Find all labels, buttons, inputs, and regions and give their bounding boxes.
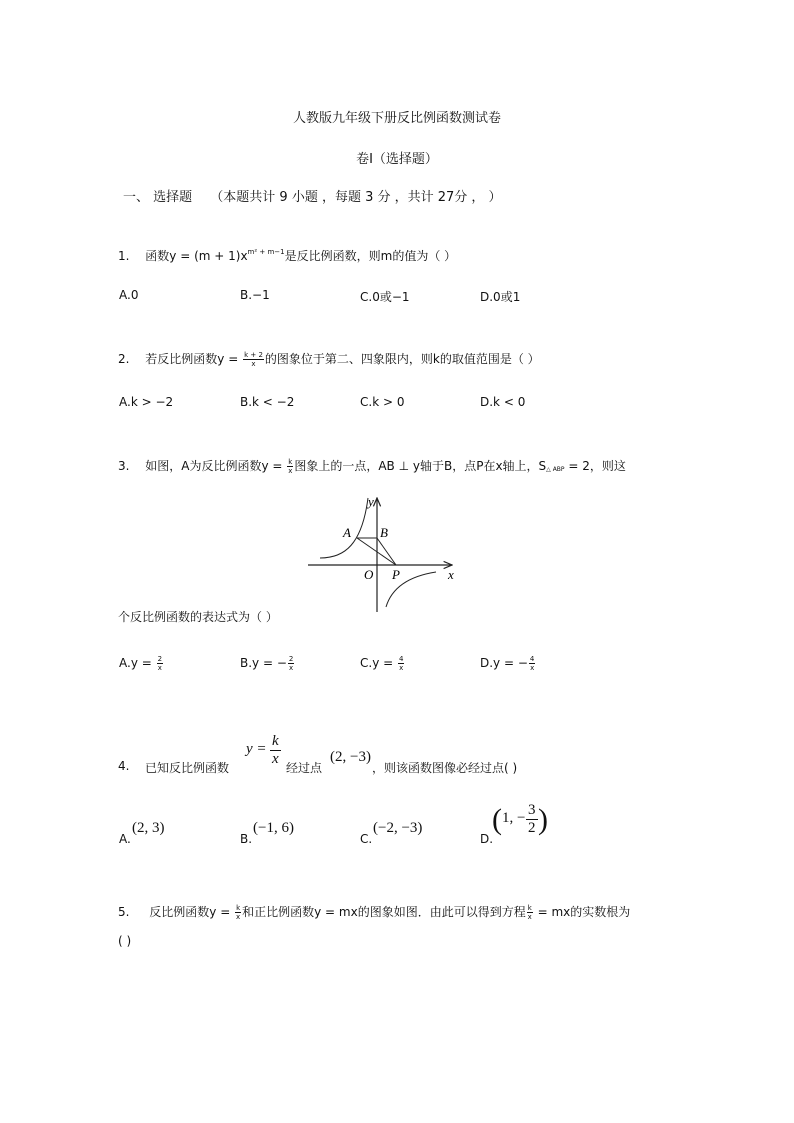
q2-option-c[interactable]: C.k > 0	[360, 395, 405, 409]
question-stem-pre: 反比例函数y =	[149, 905, 235, 919]
q2-option-d[interactable]: D.k < 0	[480, 395, 526, 409]
q3-option-a[interactable]: A.y = $\frac{2}{x}$	[119, 655, 163, 672]
option-d-value: 1, −	[502, 810, 526, 826]
question-stem-mid: 和正比例函数y = mx的图象如图．由此可以得到方程	[242, 905, 526, 919]
question-stem-pre: 函数y = (m + 1)x	[145, 249, 248, 263]
q3-option-b[interactable]: B.y = − $\frac{2}{x}$	[240, 655, 294, 672]
question-stem-post: = mx的实数根为	[533, 905, 631, 919]
question-stem-post: 是反比例函数，则m的值为（ ）	[284, 249, 457, 263]
question-number: 1.	[118, 249, 130, 263]
fraction: $\frac{2}{x}$	[157, 655, 163, 672]
question-stem-post: 的图象位于第二、四象限内，则k的取值范围是（ ）	[264, 352, 540, 366]
label-a: A	[343, 525, 351, 540]
fraction: $\frac{k}{x}$	[288, 458, 293, 475]
q3-figure	[300, 492, 470, 617]
fraction: $\frac{k + 2}{x}$	[244, 351, 263, 368]
segment-bp	[377, 538, 396, 565]
option-d-fraction: $\frac{3}{2}$	[528, 802, 536, 836]
question-stem-mid: 经过点	[286, 761, 323, 775]
question-stem-end: = 2，则这	[564, 459, 626, 473]
paren-right: )	[538, 803, 548, 836]
page-subtitle: 卷Ⅰ（选择题）	[356, 152, 438, 167]
question-stem-post: ，则该函数图像必经过点( )	[372, 761, 518, 775]
question-2	[118, 350, 540, 368]
label-b: B	[380, 525, 388, 540]
section-info: （本题共计 9 小题 ，每题 3 分 ，共计 27分 ， ）	[210, 190, 502, 205]
question-5-continued: ( )	[118, 934, 132, 948]
page-title: 人教版九年级下册反比例函数测试卷	[292, 111, 501, 126]
q1-option-a[interactable]: A.0	[119, 288, 139, 302]
given-point: (2, −3)	[330, 749, 371, 765]
label-p: P	[392, 567, 400, 582]
fraction: $\frac{4}{x}$	[398, 655, 404, 672]
question-number: 2.	[118, 352, 130, 366]
label-x: x	[448, 567, 454, 582]
fraction: $\frac{2}{x}$	[288, 655, 294, 672]
question-1	[118, 247, 456, 264]
equation-fraction: $\frac{k}{x}$	[272, 733, 279, 767]
q1-option-d[interactable]: D.0或1	[480, 290, 521, 304]
q2-option-b[interactable]: B.k < −2	[240, 395, 295, 409]
section-label: 一、 选择题	[123, 190, 193, 205]
question-stem-pre: 已知反比例函数	[145, 761, 230, 775]
fraction: $\frac{k}{x}$	[236, 904, 241, 921]
label-o: O	[364, 567, 374, 582]
fraction: $\frac{k}{x}$	[527, 904, 532, 921]
question-3	[118, 457, 626, 475]
exponent: m² + m−1	[247, 248, 285, 256]
q4-option-d[interactable]: D. ( 1, − $\frac{3}{2}$ )	[480, 802, 548, 846]
question-number: 5.	[118, 905, 130, 919]
question-number: 3.	[118, 459, 130, 473]
q1-option-b[interactable]: B.−1	[240, 288, 270, 302]
question-stem-pre: 若反比例函数y =	[145, 352, 243, 366]
question-stem-pre: 如图，A为反比例函数y =	[145, 459, 287, 473]
label-y: y	[368, 494, 374, 509]
question-3-continued: 个反比例函数的表达式为（ ）	[118, 610, 278, 624]
q1-option-c[interactable]: C.0或−1	[360, 290, 410, 304]
question-number: 4.	[118, 759, 130, 773]
q3-option-d[interactable]: D.y = − $\frac{4}{x}$	[480, 655, 535, 672]
triangle-subscript: △ ABP	[546, 466, 565, 473]
question-5	[118, 903, 630, 921]
q2-option-a[interactable]: A.k > −2	[119, 395, 174, 409]
section-heading	[123, 186, 502, 205]
paren-left: (	[492, 803, 502, 836]
fraction: $\frac{4}{x}$	[529, 655, 535, 672]
question-stem-mid: 图象上的一点，AB ⊥ y轴于B，点P在x轴上，S	[294, 459, 547, 473]
q3-option-c[interactable]: C.y = $\frac{4}{x}$	[360, 655, 404, 672]
equation-lhs: y =	[246, 741, 267, 757]
